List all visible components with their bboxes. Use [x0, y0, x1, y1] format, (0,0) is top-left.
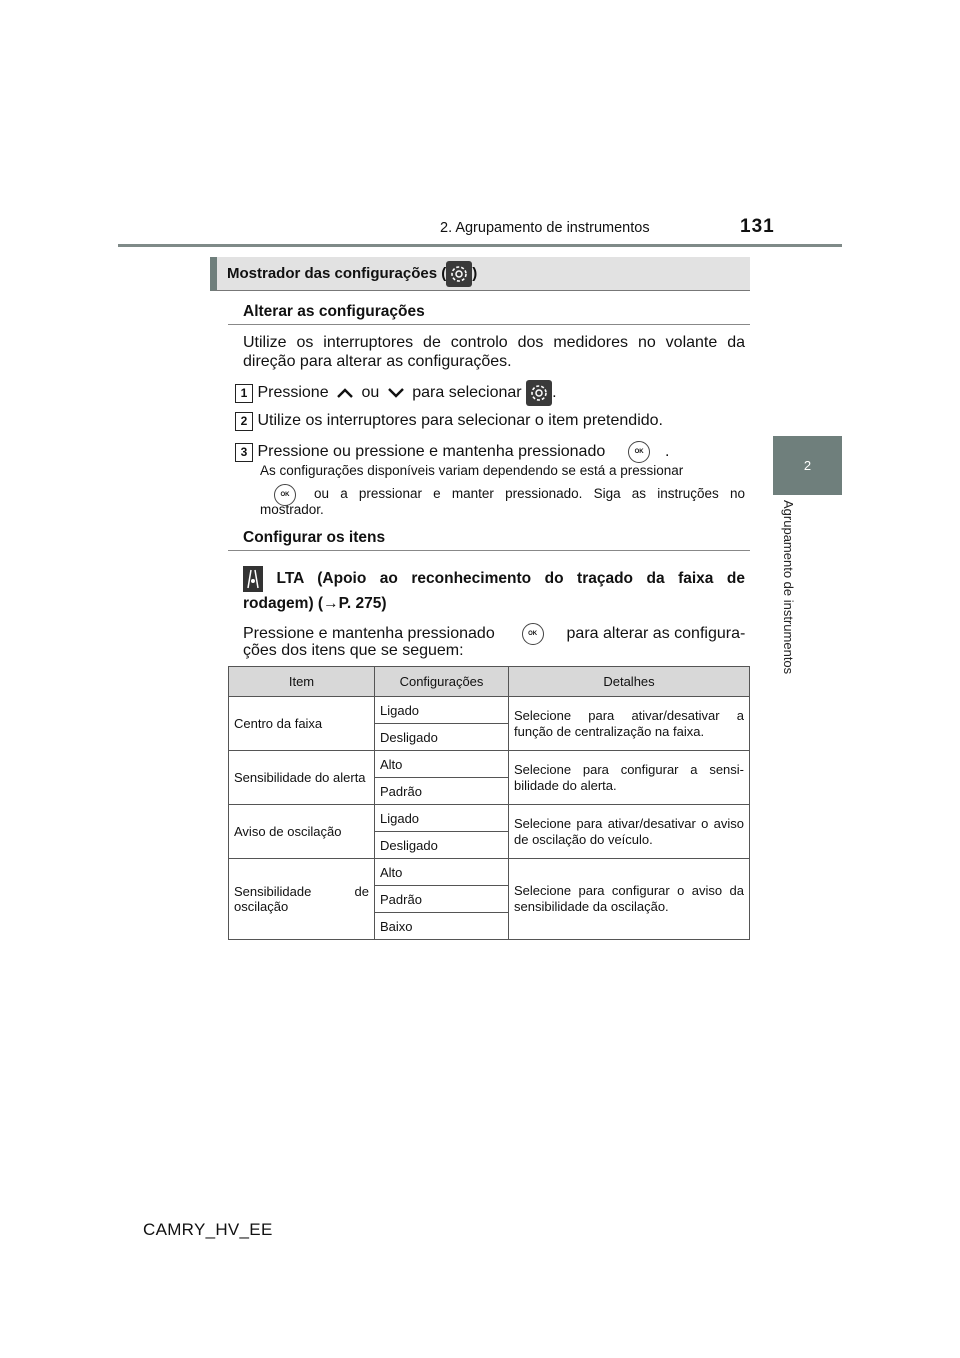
chevron-down-icon [384, 386, 408, 400]
press-instruction-line-2: ções dos itens que se seguem: [243, 642, 464, 659]
chapter-side-title: Agrupamento de instrumentos [781, 500, 796, 675]
cell-details: Selecione para configurar a sensi-bilidade do alerta. [509, 751, 750, 805]
cell-item: Sensibilidade do alerta [229, 751, 375, 805]
cell-setting: Ligado [375, 697, 509, 724]
cell-item: Centro da faixa [229, 697, 375, 751]
table-header-row [229, 667, 750, 697]
page-number: 131 [740, 216, 775, 237]
lta-title-line-2: rodagem) (→P. 275) [243, 595, 387, 612]
step-3 [235, 441, 670, 463]
chapter-tab [773, 436, 842, 495]
ok-button-icon: OK [522, 623, 544, 645]
footer-model-code: CAMRY_HV_EE [143, 1220, 273, 1239]
cell-setting: Alto [375, 751, 509, 778]
press-text: para alterar as configura- [566, 625, 746, 643]
step-text: Utilize os interruptores para selecionar o item pretendido. [257, 412, 663, 429]
cell-setting: Baixo [375, 913, 509, 940]
lta-title-text: LTA (Apoio ao reconhecimento do traçado da faixa de [276, 570, 746, 588]
step-2 [235, 411, 663, 431]
step-1 [235, 380, 750, 406]
table-row [229, 859, 750, 886]
section-box-title [210, 257, 750, 291]
column-header: Detalhes [509, 667, 750, 697]
lta-lane-icon [243, 566, 263, 592]
box-title-close: ) [472, 265, 478, 282]
ok-button-icon: OK [274, 484, 296, 506]
step-text: ou [361, 384, 380, 402]
press-text: Pressione e mantenha pressionado [243, 625, 495, 643]
box-title-text: Mostrador das configurações ( [227, 265, 447, 282]
cell-setting: Desligado [375, 832, 509, 859]
step-text: Pressione ou pressione e mantenha pressionado [257, 443, 606, 461]
column-header: Configurações [375, 667, 509, 697]
lta-title-line-1 [243, 566, 745, 592]
heading-rule [228, 324, 750, 325]
step-text: Pressione [257, 384, 329, 402]
intro-paragraph: Utilize os interruptores de controlo dos medidores no volante da direção para alterar as configurações. [243, 334, 745, 370]
column-header: Item [229, 667, 375, 697]
step-number: 2 [235, 412, 253, 431]
note-line-2: ou a pressionar e manter pressionado. Siga as instruções no mostrador. [260, 486, 745, 517]
table-row [229, 751, 750, 778]
ok-button-icon: OK [628, 441, 650, 463]
heading-configurar: Configurar os itens [243, 529, 386, 546]
cell-item: Sensibilidade de oscilação [229, 859, 375, 940]
cell-setting: Alto [375, 859, 509, 886]
cell-details: Selecione para ativar/desativar o aviso de oscilação do veículo. [509, 805, 750, 859]
cell-setting: Ligado [375, 805, 509, 832]
cell-details: Selecione para ativar/desativar a função de centralização na faixa. [509, 697, 750, 751]
heading-rule [228, 550, 750, 551]
step-text: . [552, 384, 557, 402]
cell-details: Selecione para configurar o aviso da sensibilidade da oscilação. [509, 859, 750, 940]
table-row [229, 805, 750, 832]
running-header-section: 2. Agrupamento de instrumentos [440, 220, 650, 236]
cell-item: Aviso de oscilação [229, 805, 375, 859]
note-line-1: As configurações disponíveis variam dependendo se está a pressionar [260, 463, 684, 478]
settings-table [228, 666, 750, 940]
chapter-tab-number: 2 [803, 458, 812, 473]
cell-setting: Padrão [375, 778, 509, 805]
step-number: 1 [235, 384, 253, 403]
settings-gear-icon [446, 261, 472, 287]
header-rule [118, 244, 842, 247]
table-row [229, 697, 750, 724]
heading-alterar: Alterar as configurações [243, 303, 425, 320]
cell-setting: Desligado [375, 724, 509, 751]
chevron-up-icon [333, 386, 357, 400]
step-text: . [665, 443, 670, 461]
cell-setting: Padrão [375, 886, 509, 913]
step-number: 3 [235, 443, 253, 462]
settings-gear-icon [526, 380, 552, 406]
step-text: para selecionar [412, 384, 522, 402]
